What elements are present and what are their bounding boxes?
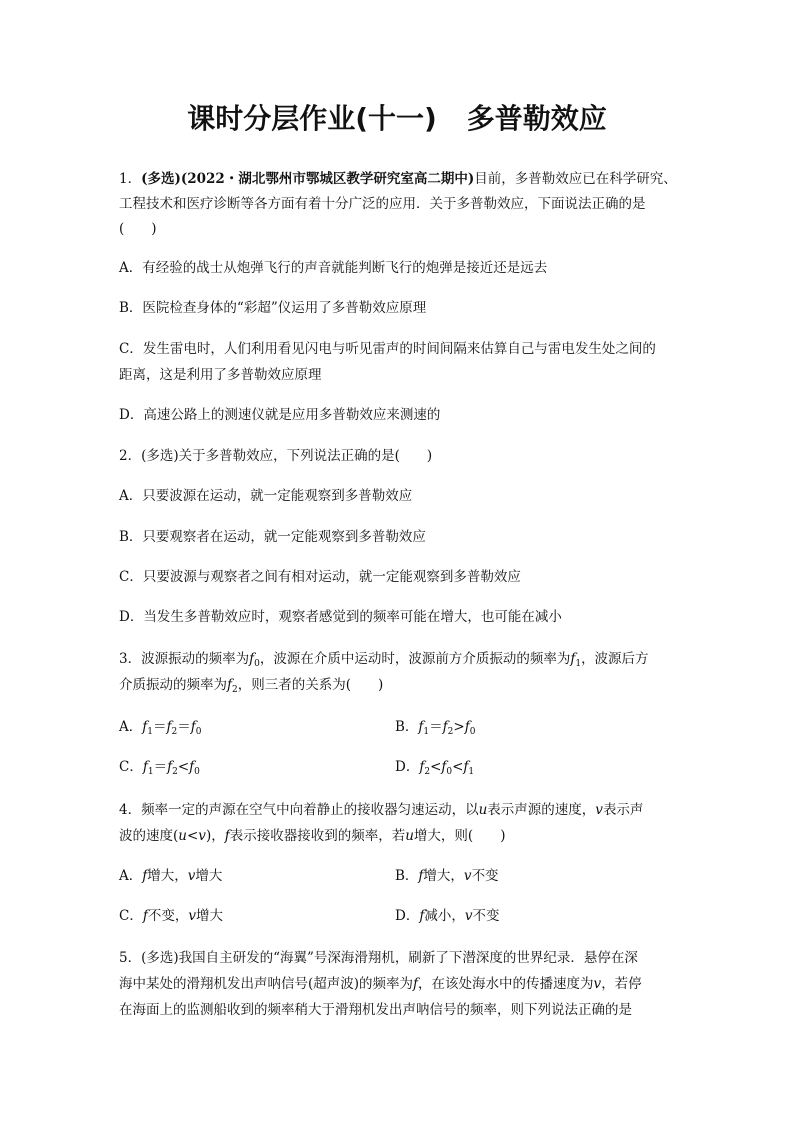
q1-option-c-line-2: 距离，这是利用了多普勒效应原理	[119, 367, 322, 383]
page-title	[0, 97, 794, 137]
q4-option-c: C．f不变，v增大	[119, 908, 223, 924]
q1-source: (多选)(2022・湖北鄂州市鄂城区教学研究室高二期中)	[141, 171, 475, 187]
q2-option-a: A．只要波源在运动，就一定能观察到多普勒效应	[119, 488, 413, 504]
q3-option-c: C．$f_1=f_2<f_0$	[119, 759, 200, 777]
q2-option-b: B．只要观察者在运动，就一定能观察到多普勒效应	[119, 529, 426, 545]
q5-stem-line-1: 5．(多选)我国自主研发的“海翼”号深海滑翔机，刷新了下潜深度的世界纪录．悬停在深	[119, 950, 638, 966]
q1-option-a: A．有经验的战士从炮弹飞行的声音就能判断飞行的炮弹是接近还是远去	[119, 260, 548, 276]
q4-stem-line-2: 波的速度(u<v)，f表示接收器接收到的频率，若u增大，则( )	[119, 828, 506, 844]
q1-option-b: B．医院检查身体的“彩超”仪运用了多普勒效应原理	[119, 300, 427, 316]
q2-option-c: C．只要波源与观察者之间有相对运动，就一定能观察到多普勒效应	[119, 569, 521, 585]
title-main: 课时分层作业(十一)	[187, 102, 437, 135]
q4-stem-line-1: 4．频率一定的声源在空气中向着静止的接收器匀速运动，以u表示声源的速度，v表示声	[119, 802, 644, 818]
q1-answer-blank: ( )	[119, 221, 157, 237]
q1-option-d: D．高速公路上的测速仪就是应用多普勒效应来测速的	[119, 407, 441, 423]
q5-stem-line-2: 海中某处的滑翔机发出声呐信号(超声波)的频率为f，在该处海水中的传播速度为v，若停	[119, 976, 642, 992]
q1-stem-line-1: 1．(多选)(2022・湖北鄂州市鄂城区教学研究室高二期中)目前，多普勒效应已在科学研究、	[119, 171, 677, 187]
q4-option-d: D．f减小，v不变	[395, 908, 500, 924]
q3-option-b: B．$f_1=f_2>f_0$	[395, 719, 476, 737]
q1-stem-line-2: 工程技术和医疗诊断等各方面有着十分广泛的应用．关于多普勒效应，下面说法正确的是	[119, 196, 646, 212]
title-sub: 多普勒效应	[466, 102, 607, 135]
q4-option-a: A．f增大，v增大	[119, 868, 223, 884]
q5-stem-line-3: 在海面上的监测船收到的频率稍大于滑翔机发出声呐信号的频率，则下列说法正确的是	[119, 1002, 632, 1018]
q4-option-b: B．f增大，v不变	[395, 868, 499, 884]
q3-stem-line-1: 3．波源振动的频率为$f_0$，波源在介质中运动时，波源前方介质振动的频率为$f_1$，波源后方	[119, 651, 649, 669]
q3-option-a: A．$f_1=f_2=f_0$	[119, 719, 202, 737]
q1-option-c-line-1: C．发生雷电时，人们利用看见闪电与听见雷声的时间间隔来估算自己与雷电发生处之间的	[119, 341, 656, 357]
q3-stem-line-2: 介质振动的频率为$f_2$，则三者的关系为( )	[119, 677, 384, 695]
q3-option-d: D．$f_2<f_0<f_1$	[395, 759, 475, 777]
q2-option-d: D．当发生多普勒效应时，观察者感觉到的频率可能在增大，也可能在减小	[119, 609, 562, 625]
q2-stem: 2．(多选)关于多普勒效应，下列说法正确的是( )	[119, 448, 433, 464]
